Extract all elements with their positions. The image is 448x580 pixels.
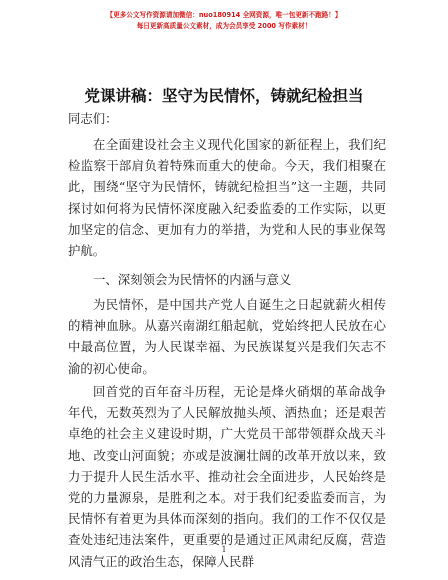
salutation: 同志们： [68, 111, 118, 126]
page-number: 1 [221, 545, 227, 554]
section-heading: 一、深刻领会为民情怀的内涵与意义 [93, 272, 292, 287]
paragraph-definition: 为民情怀，是中国共产党人自诞生之日起就薪火相传的精神血脉。从嘉兴南湖红船起航，党始终把人民放在心中最高位置，为人民谋幸福、为民族谋复兴是我们矢志不渝的初心使命。 [68, 297, 386, 376]
paragraph-history: 回首党的百年奋斗历程，无论是烽火硝烟的革命战争年代，无数英烈为了人民解放抛头颅、洒热血；还是艰苦卓绝的社会主义建设时期，广大党员干部带领群众战天斗地、改变山河面貌；亦或是波澜壮阔的改革开放以来，致力于提升人民生活水平、推动社会全面进步，人民始终是党的力量源泉，是胜利之本。对于我们纪委监委而言，为民情怀有着更为具体而深刻的指向。我们的工作不仅仅是查处违纪违法案件，更重要的是通过正风肃纪反腐，营造风清气正的政治生态，保障人民群 [68, 384, 386, 569]
promo-banner-line-2: 每日更新高质量公文素材，成为会员享受 2000 写作素材！ [136, 22, 312, 30]
document-title: 党课讲稿：坚守为民情怀，铸就纪检担当 [84, 87, 364, 105]
promo-banner-line-1: 【更多公文写作资源请加微信：nuo180914 全网资源，唯一包更新不跑路！】 [106, 11, 342, 19]
paragraph-intro: 在全面建设社会主义现代化国家的新征程上，我们纪检监察干部肩负着特殊而重大的使命。今天，我们相聚在此，围绕“坚守为民情怀，铸就纪检担当”这一主题，共同探讨如何将为民情怀深度融入纪委监委的工作实际，以更加坚定的信念、更加有力的举措，为党和人民的事业保驾护航。 [68, 137, 386, 259]
